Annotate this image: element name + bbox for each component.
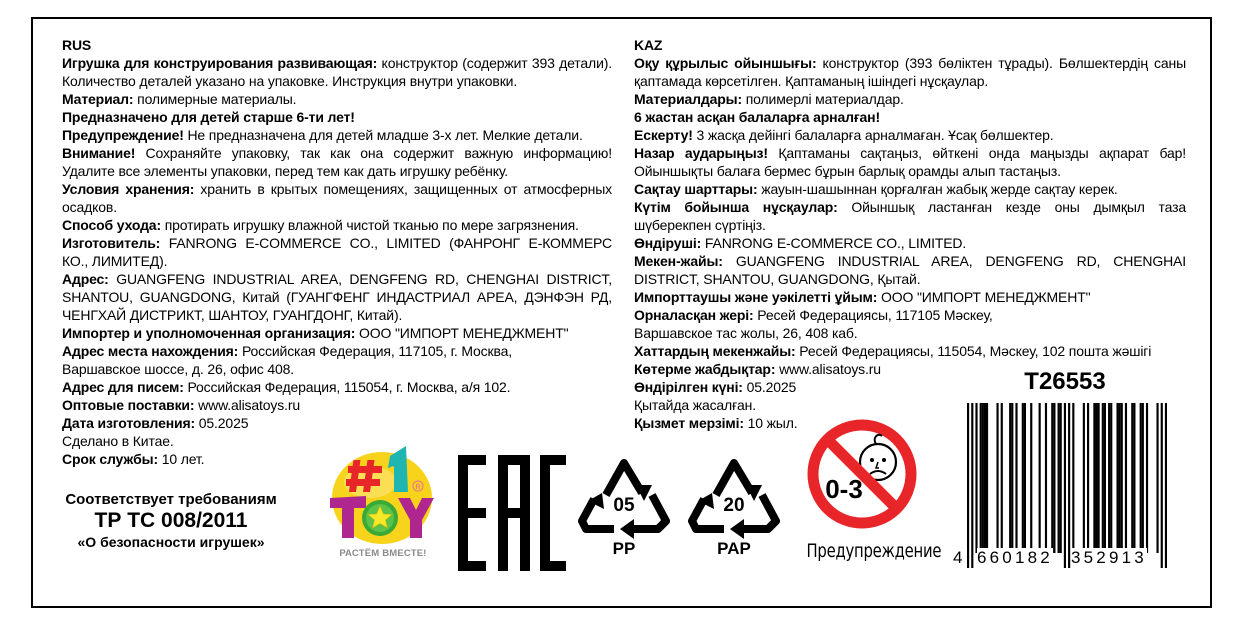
svg-text:R: R xyxy=(415,484,421,491)
barcode-digit-first: 4 xyxy=(953,548,966,567)
field-value: 10 лет. xyxy=(157,451,205,467)
field-value: Сделано в Китае. xyxy=(62,433,174,449)
field-value: FANRONG E-COMMERCE CO., LIMITED (ФАНРОНГ Е-КОММЕРС КО., ЛИМИТЕД). xyxy=(62,235,612,269)
kaz-lang-header: KAZ xyxy=(634,37,663,53)
kaz-line xyxy=(634,144,1186,180)
field-label: Мекен-жайы: xyxy=(634,253,723,269)
field-value: Ресей Федерациясы, 115054, Мәскеу, 102 пошта жәшігі xyxy=(795,343,1152,359)
field-label: Сақтау шарттары: xyxy=(634,181,758,197)
brand-tagline: РАСТЁМ ВМЕСТЕ! xyxy=(339,548,427,559)
field-label: Дата изготовления: xyxy=(62,415,196,431)
kaz-line xyxy=(634,288,1186,306)
kaz-line xyxy=(634,324,1186,342)
field-value: Российская Федерация, 115054, г. Москва, а/я 102. xyxy=(183,379,511,395)
kaz-line xyxy=(634,234,1186,252)
field-label: Материал: xyxy=(62,91,134,107)
barcode-digits-right: 352913 xyxy=(1071,548,1147,567)
kaz-line xyxy=(634,252,1186,288)
field-value: Сохраняйте упаковку, так как она содержит важную информацию! Удалите все элементы упаковки, перед тем как дать игрушку ребёнку. xyxy=(62,145,612,179)
field-label: Қызмет мерзімі: xyxy=(634,415,744,431)
field-value: конструктор (393 бөліктен тұрады). Бөлшектердің саны қаптамада көрсетілген. Қаптаманың ішіндегі нұсқаулар. xyxy=(634,55,1186,89)
kaz-line xyxy=(634,108,1186,126)
field-value: Ойыншық ластанған кезде оны дымқыл таза шүберекпен сүртіңіз. xyxy=(634,199,1186,233)
field-value: www.alisatoys.ru xyxy=(775,361,881,377)
rus-lang-header: RUS xyxy=(62,37,92,53)
field-label: Орналасқан жері: xyxy=(634,307,754,323)
field-label: Импортер и уполномоченная организация: xyxy=(62,325,356,341)
kaz-line xyxy=(634,198,1186,234)
conformity-line-1: Соответствует требованиям xyxy=(65,491,277,508)
rus-line xyxy=(62,234,612,270)
kaz-line xyxy=(634,306,1186,324)
rus-section xyxy=(62,36,612,468)
field-value: www.alisatoys.ru xyxy=(194,397,301,413)
field-value: Варшавское шоссе, д. 26, офис 408. xyxy=(62,361,294,377)
field-label: Предупреждение! xyxy=(62,127,184,143)
field-label: Адрес для писем: xyxy=(62,379,184,395)
rus-line xyxy=(62,126,612,144)
field-label: Материалдары: xyxy=(634,91,742,107)
sku-code: T26553 xyxy=(1024,368,1106,395)
recycle-pp xyxy=(578,455,670,565)
field-value: Российская Федерация, 117105, г. Москва, xyxy=(238,343,512,359)
rus-line xyxy=(62,108,612,126)
rus-line xyxy=(62,90,612,108)
rus-line xyxy=(62,54,612,90)
field-value: Қытайда жасалған. xyxy=(634,397,756,413)
rus-line xyxy=(62,324,612,342)
rus-line xyxy=(62,414,612,432)
recycle-pap xyxy=(688,455,780,565)
field-value: хранить в крытых помещениях, защищенных от атмосферных осадков. xyxy=(62,181,613,215)
field-label: Адрес: xyxy=(62,271,109,287)
rus-line xyxy=(62,378,612,396)
field-label: Внимание! xyxy=(62,145,136,161)
barcode-digits-left: 660182 xyxy=(977,548,1053,567)
field-label: Өндіруші: xyxy=(634,235,702,251)
recycle-code: 20 xyxy=(723,495,745,516)
field-value: FANRONG E-COMMERCE CO., LIMITED. xyxy=(701,235,967,251)
kaz-line xyxy=(634,90,1186,108)
field-value: GUANGFENG INDUSTRIAL AREA, DENGFENG RD, CHENGHAI DISTRICT, SHANTOU, GUANGDONG, Қытай. xyxy=(634,253,1186,287)
field-value: ООО "ИМПОРТ МЕНЕДЖМЕНТ" xyxy=(355,325,569,341)
field-label: Срок службы: xyxy=(62,451,158,467)
field-label: Импорттаушы және уәкілетті ұйым: xyxy=(634,289,878,305)
field-label: Назар аударыңыз! xyxy=(634,145,768,161)
kaz-line xyxy=(634,126,1186,144)
rus-line xyxy=(62,180,612,216)
field-value: GUANGFENG INDUSTRIAL AREA, DENGFENG RD, CHENGHAI DISTRICT, SHANTOU, GUANGDONG, Китай (ГУАНГФЕНГ ИНДАСТРИАЛ АРЕА, ДЭНФЭН РД, ЧЕНГХАЙ ДИСТРИКТ, ШАНТОУ, ГУАНГДОНГ, Китай). xyxy=(62,271,612,323)
conformity-statement xyxy=(60,490,282,552)
field-value: 3 жасқа дейінгі балаларға арналмаған. Ұсақ бөлшектер. xyxy=(692,127,1054,143)
brand-logo-1toy-icon xyxy=(326,442,438,564)
age-warning-label: Предупреждение xyxy=(806,540,942,562)
field-value: жауын-шашыннан қорғалған жабық жерде сақтау керек. xyxy=(757,181,1118,197)
field-label: Способ ухода: xyxy=(62,217,161,233)
field-value: Ресей Федерациясы, 117105 Мәскеу, xyxy=(753,307,993,323)
field-label: Предназначено для детей старше 6-ти лет! xyxy=(62,109,355,125)
no-children-under-3-icon xyxy=(806,418,918,530)
eac-icon xyxy=(458,455,566,571)
rus-line xyxy=(62,144,612,180)
rus-line xyxy=(62,216,612,234)
recycle-material: PAP xyxy=(717,539,751,558)
field-label: Оптовые поставки: xyxy=(62,397,195,413)
field-value: протирать игрушку влажной чистой тканью по мере загрязнения. xyxy=(160,217,579,233)
rus-line xyxy=(62,270,612,324)
kaz-line xyxy=(634,342,1186,360)
field-value: конструктор (содержит 393 детали). Количество деталей указано на упаковке. Инструкция внутри упаковки. xyxy=(62,55,612,89)
conformity-regulation: ТР ТС 008/2011 xyxy=(94,509,248,532)
field-label: Условия хранения: xyxy=(62,181,195,197)
rus-line xyxy=(62,396,612,414)
field-value: полимерные материалы. xyxy=(133,91,297,107)
field-value: Қаптаманы сақтаңыз, өйткені онда маңызды ақпарат бар! Ойыншықты балаға бермес бұрын барлық орамды алып тастаңыз. xyxy=(634,145,1186,179)
age-range: 0-3 xyxy=(825,474,863,504)
field-value: Варшавское тас жолы, 26, 408 каб. xyxy=(634,325,858,341)
field-label: Адрес места нахождения: xyxy=(62,343,239,359)
conformity-line-3: «О безопасности игрушек» xyxy=(77,534,265,550)
field-label: Көтерме жабдықтар: xyxy=(634,361,776,377)
rus-line xyxy=(62,360,612,378)
field-label: Изготовитель: xyxy=(62,235,161,251)
rus-line xyxy=(62,342,612,360)
kaz-line xyxy=(634,180,1186,198)
recycle-code: 05 xyxy=(613,495,635,516)
field-value: ООО "ИМПОРТ МЕНЕДЖМЕНТ" xyxy=(877,289,1091,305)
field-label: Хаттардың мекенжайы: xyxy=(634,343,796,359)
field-label: Оқу құрылыс ойыншығы: xyxy=(634,55,817,71)
field-value: 05.2025 xyxy=(195,415,249,431)
field-label: Өндірілген күні: xyxy=(634,379,743,395)
field-label: Күтім бойынша нұсқаулар: xyxy=(634,199,838,215)
field-value: 10 жыл. xyxy=(743,415,798,431)
field-label: Ескерту! xyxy=(634,127,693,143)
field-value: Не предназначена для детей младше 3-х лет. Мелкие детали. xyxy=(183,127,583,143)
field-label: Игрушка для конструирования развивающая: xyxy=(62,55,378,71)
rus-lines xyxy=(62,54,612,468)
field-value: 05.2025 xyxy=(742,379,797,395)
field-label: 6 жастан асқан балаларға арналған! xyxy=(634,109,881,125)
field-value: полимерлі материалдар. xyxy=(742,91,904,107)
kaz-line xyxy=(634,54,1186,90)
recycle-material: PP xyxy=(612,539,636,558)
